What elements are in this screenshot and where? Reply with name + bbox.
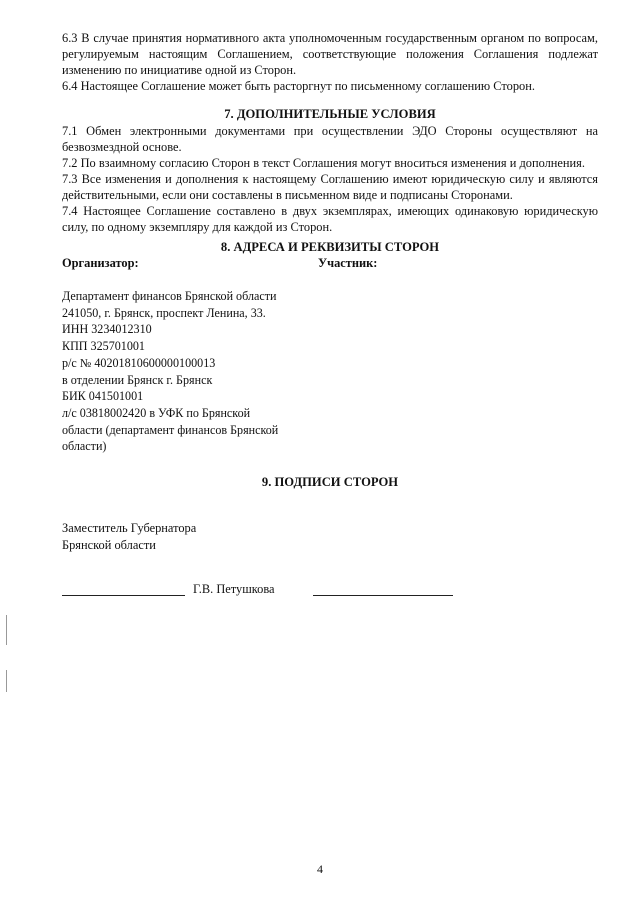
section-7 [62,106,598,235]
clause-6-3: 6.3 В случае принятия нормативного акта уполномоченным государственным органом по вопросам, регулируемым настоящим Соглашением, соответствующие положения Соглашения подлежат изменению по инициативе одной из Сторон. [62,31,598,77]
organizer-line: области (департамент финансов Брянской [62,422,279,437]
organizer-line: Департамент финансов Брянской области [62,289,277,303]
signer-position [62,520,196,554]
organizer-line: области) [62,439,107,454]
clause-7-3: 7.3 Все изменения и дополнения к настоящему Соглашению имеют юридическую силу и являются действительными, если они составлены в письменном виде и подписаны Сторонами. [62,172,598,202]
signer-position-line: Брянской области [62,538,156,552]
section-9-title: 9. ПОДПИСИ СТОРОН [261,475,399,489]
section-8-title: 8. АДРЕСА И РЕКВИЗИТЫ СТОРОН [220,240,440,254]
section-6-text [62,30,598,94]
page-number: 4 [317,862,323,876]
organizer-line: р/с № 40201810600000100013 [62,355,216,370]
organizer-signature-line [62,595,185,596]
participant-label: Участник: [318,256,378,270]
clause-7-1: 7.1 Обмен электронными документами при осуществлении ЭДО Стороны осуществляют на безвозмездной основе. [62,124,598,154]
signer-name: Г.В. Петушкова [193,582,275,596]
clause-7-4: 7.4 Настоящее Соглашение составлено в двух экземплярах, имеющих одинаковую юридическую силу, по одному экземпляру для каждой из Сторон. [62,204,598,234]
organizer-line: БИК 041501001 [62,389,144,404]
scan-artifact [6,670,7,692]
organizer-details [62,288,322,455]
clause-6-4: 6.4 Настоящее Соглашение может быть расторгнут по письменному соглашению Сторон. [62,79,535,93]
section-9-heading [62,474,598,490]
organizer-line: КПП 325701001 [62,339,145,354]
organizer-line: л/с 03818002420 в УФК по Брянской [62,405,251,420]
scan-artifact [6,615,7,645]
organizer-label: Организатор: [62,256,139,270]
clause-7-2: 7.2 По взаимному согласию Сторон в текст Соглашения могут вноситься изменения и дополнения. [62,156,585,170]
participant-signature-line [313,595,453,596]
organizer-line: ИНН 3234012310 [62,322,152,337]
section-7-title: 7. ДОПОЛНИТЕЛЬНЫЕ УСЛОВИЯ [224,107,436,121]
section-8-heading [62,239,598,255]
organizer-line: 241050, г. Брянск, проспект Ленина, 33. [62,305,266,320]
signer-position-line: Заместитель Губернатора [62,521,197,535]
organizer-line: в отделении Брянск г. Брянск [62,372,213,387]
